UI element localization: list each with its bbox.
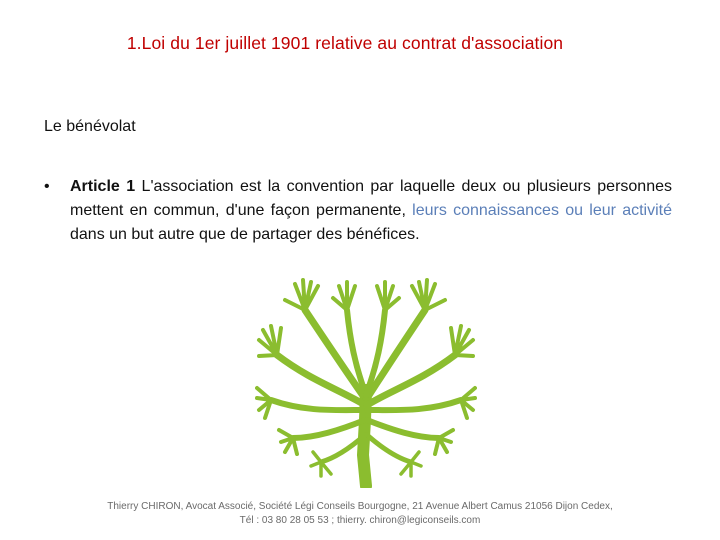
article-text-after: dans un but autre que de partager des bénéfices. <box>70 226 420 243</box>
heart-hands-graphic <box>257 280 475 486</box>
article-label: Article 1 <box>70 178 136 195</box>
article-text <box>70 175 672 247</box>
section-label: Le bénévolat <box>44 118 136 135</box>
bullet-dot: • <box>44 178 50 195</box>
article-text-before: L'association est la convention par laquelle deux ou plusieurs personnes mettent en commun, d'une façon permanente, <box>70 178 673 219</box>
footer-line-1: Thierry CHIRON, Avocat Associé, Société Légi Conseils Bourgogne, 21 Avenue Albert Camus 21056 Dijon Cedex, <box>107 501 613 512</box>
footer <box>0 500 720 528</box>
footer-line-2: Tél : 03 80 28 05 53 ; thierry. chiron@legiconseils.com <box>239 515 481 526</box>
heart-hands-image <box>255 270 477 488</box>
article-highlight: leurs connaissances ou leur activité <box>412 202 673 219</box>
article-bullet <box>44 175 672 247</box>
slide-title: 1.Loi du 1er juillet 1901 relative au contrat d'association <box>126 33 564 53</box>
